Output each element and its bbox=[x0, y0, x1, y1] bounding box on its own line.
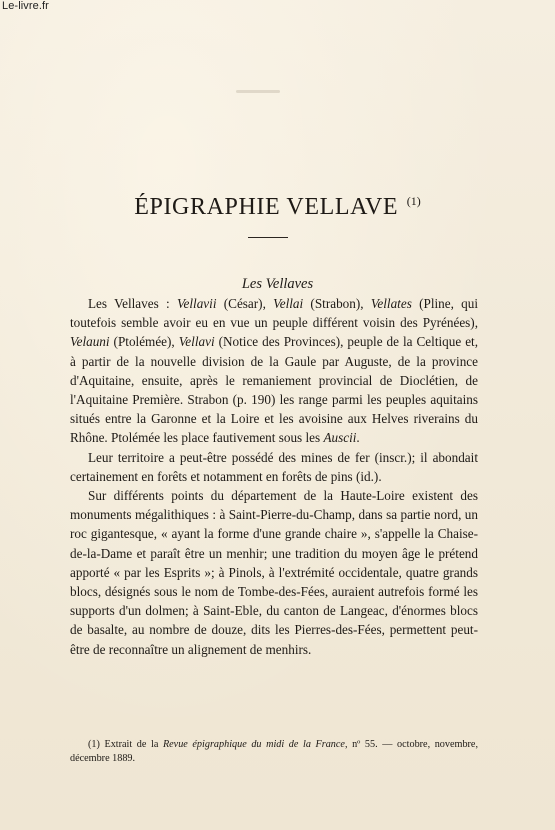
p1-italic-name: Vellavii bbox=[176, 296, 217, 311]
p1-text: Les Vellaves : bbox=[88, 296, 177, 311]
p1-text: (César), bbox=[216, 296, 274, 311]
footnote-reference: (1) bbox=[406, 194, 421, 208]
watermark-text: Le-livre.fr bbox=[2, 0, 49, 12]
footnote-part: (1) Extrait de la bbox=[88, 739, 163, 750]
p1-text: (Pline, qui toutefois semble avoir eu en vue un peuple différent voisin des Pyrénées), bbox=[70, 296, 479, 331]
p1-text: . bbox=[356, 430, 360, 446]
print-smudge bbox=[236, 90, 280, 93]
paragraph-2: Leur territoire a peut-être possédé des mines de fer (inscr.); il abondait certainement en forêts et notamment en forêts de pins (id.). bbox=[70, 449, 478, 484]
paragraph-1 bbox=[70, 294, 478, 448]
page-title-text: ÉPIGRAPHIE VELLAVE bbox=[134, 194, 399, 220]
p1-italic-name: Vellavi bbox=[178, 334, 215, 350]
body-text bbox=[70, 294, 478, 659]
p1-italic-name: Velauni bbox=[70, 334, 110, 350]
p1-italic-name: Auscii bbox=[323, 430, 357, 446]
paragraph-3: Sur différents points du département de la Haute-Loire existent des monuments mégalithiques : à Saint-Pierre-du-Champ, dans sa partie nord, un roc gigantesque, « ayant la forme d'une grande chaire », s'appelle la Chaise-de-la-Dame et paraît être un menhir; une tradition du moyen âge le prétend apporté « par les Esprits »; à Pinols, à l'extrémité occidentale, quatre grands blocs, désignés sous le nom de Tombe-des-Fées, auraient autrefois formé les supports d'un dolmen; à Saint-Eble, du canton de Langeac, d'énormes blocs de basalte, au nombre de douze, dits les Pierres-des-Fées, permettent peut-être de reconnaître un alignement de menhirs. bbox=[70, 488, 478, 657]
p1-text: (Ptolémée), bbox=[109, 334, 179, 350]
footnote-text bbox=[70, 738, 478, 766]
page-title bbox=[0, 186, 555, 222]
footnote-journal-title: Revue épigraphique du midi de la France bbox=[162, 739, 345, 750]
p1-text: (Strabon), bbox=[303, 296, 371, 311]
p1-text: (Notice des Provinces), peuple de la Celtique et, à partir de la nouvelle division de la Gaule par Auguste, de la province d'Aquitaine, ensuite, après le remaniement provincial de Dioclétien, de l'Aquitaine Première. Strabon (p. 190) les range parmi les peuples aquitains situés entre la Garonne et la Loire et les avoisine aux Helves riverains du Rhône. Ptolémée les place fautivement sous les bbox=[70, 334, 479, 446]
title-divider bbox=[248, 237, 288, 238]
footnote bbox=[70, 738, 478, 766]
p1-italic-name: Vellai bbox=[273, 296, 304, 311]
p1-italic-name: Vellates bbox=[370, 296, 412, 311]
section-title: Les Vellaves bbox=[241, 276, 314, 292]
footnote-part: , nº 55. — octobre, novembre, décembre 1889. bbox=[70, 739, 478, 764]
